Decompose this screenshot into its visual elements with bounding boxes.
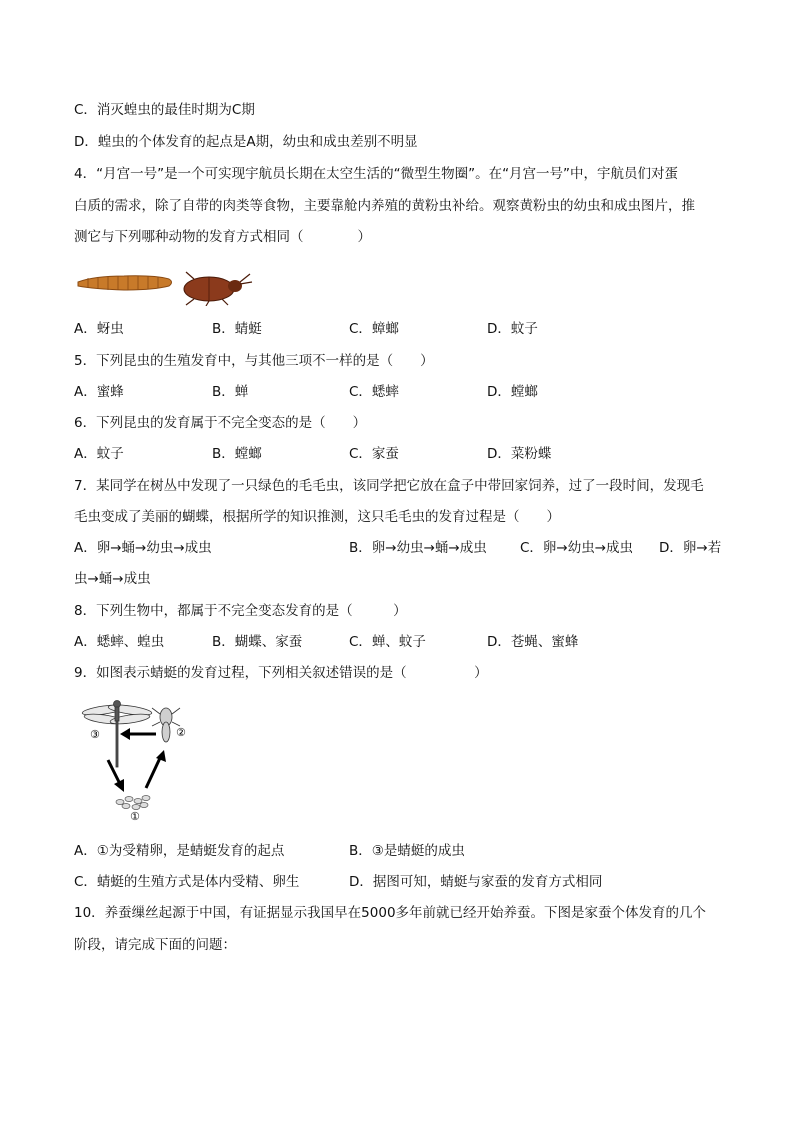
q9-option-a[interactable]: A．①为受精卵，是蜻蜓发育的起点 [74, 843, 285, 859]
mealworm-figure [74, 262, 254, 306]
q4-option-c[interactable]: C．蟑螂 [349, 321, 399, 337]
q3-option-c: C．消灭蝗虫的最佳时期为C期 [74, 102, 255, 118]
q9-stem: 9．如图表示蜻蜓的发育过程，下列相关叙述错误的是（ ） [74, 665, 488, 681]
q6-option-b[interactable]: B．螳螂 [212, 446, 262, 462]
q4-stem-line3: 测它与下列哪种动物的发育方式相同（ ） [74, 229, 371, 245]
label-3: ③ [90, 728, 100, 741]
q7-option-d-wrap: 虫→蛹→成虫 [74, 571, 151, 587]
q4-option-b[interactable]: B．蜻蜓 [212, 321, 262, 337]
q8-option-d[interactable]: D．苍蝇、蜜蜂 [487, 634, 579, 650]
q6-option-d[interactable]: D．菜粉蝶 [487, 446, 552, 462]
q8-option-a[interactable]: A．蟋蟀、蝗虫 [74, 634, 165, 650]
q7-option-c[interactable]: C．卵→幼虫→成虫 [520, 540, 634, 556]
q4-stem-line1: 4．“月宫一号”是一个可实现宇航员长期在太空生活的“微型生物圈”。在“月宫一号”中，宇航员们对蛋 [74, 166, 679, 182]
q5-option-c[interactable]: C．蟋蟀 [349, 384, 399, 400]
q4-option-a[interactable]: A．蚜虫 [74, 321, 124, 337]
q5-option-a[interactable]: A．蜜蜂 [74, 384, 124, 400]
eggs-icon [116, 796, 150, 810]
q8-option-b[interactable]: B．蝴蝶、家蚕 [212, 634, 303, 650]
q8-option-c[interactable]: C．蝉、蚊子 [349, 634, 426, 650]
q9-option-c[interactable]: C．蜻蜓的生殖方式是体内受精、卵生 [74, 874, 300, 890]
q10-stem-line1: 10．养蚕缫丝起源于中国，有证据显示我国早在5000多年前就已经开始养蚕。下图是家蚕个体发育的几个 [74, 905, 707, 921]
q9-option-d[interactable]: D．据图可知，蜻蜓与家蚕的发育方式相同 [349, 874, 603, 890]
label-1: ① [130, 810, 140, 822]
q10-stem-line2: 阶段，请完成下面的问题： [74, 937, 236, 953]
mealworm-larva-and-beetle-image [74, 262, 254, 306]
q6-option-c[interactable]: C．家蚕 [349, 446, 399, 462]
q5-option-d[interactable]: D．螳螂 [487, 384, 538, 400]
q7-option-b[interactable]: B．卵→幼虫→蛹→成虫 [349, 540, 487, 556]
q9-option-b[interactable]: B．③是蜻蜓的成虫 [349, 843, 465, 859]
q4-stem-line2: 白质的需求，除了自带的肉类等食物，主要靠舱内养殖的黄粉虫补给。观察黄粉虫的幼虫和成虫图片，推 [74, 198, 695, 214]
dragonfly-lifecycle-svg [80, 692, 200, 822]
dragonfly-lifecycle-diagram [80, 692, 200, 822]
q7-stem-line2: 毛虫变成了美丽的蝴蝶，根据所学的知识推测，这只毛毛虫的发育过程是（ ） [74, 509, 560, 525]
label-2: ② [176, 726, 186, 739]
q5-option-b[interactable]: B．蝉 [212, 384, 249, 400]
q7-option-d[interactable]: D．卵→若 [659, 540, 722, 556]
q5-stem: 5．下列昆虫的生殖发育中，与其他三项不一样的是（ ） [74, 353, 434, 369]
q4-option-d[interactable]: D．蚊子 [487, 321, 538, 337]
q8-stem: 8．下列生物中，都属于不完全变态发育的是（ ） [74, 603, 407, 619]
q6-option-a[interactable]: A．蚊子 [74, 446, 124, 462]
q3-option-d: D．蝗虫的个体发育的起点是A期，幼虫和成虫差别不明显 [74, 134, 418, 150]
q7-stem-line1: 7．某同学在树丛中发现了一只绿色的毛毛虫，该同学把它放在盒子中带回家饲养，过了一段时间，发现毛 [74, 478, 704, 494]
q7-option-a[interactable]: A．卵→蛹→幼虫→成虫 [74, 540, 212, 556]
q6-stem: 6．下列昆虫的发育属于不完全变态的是（ ） [74, 415, 367, 431]
